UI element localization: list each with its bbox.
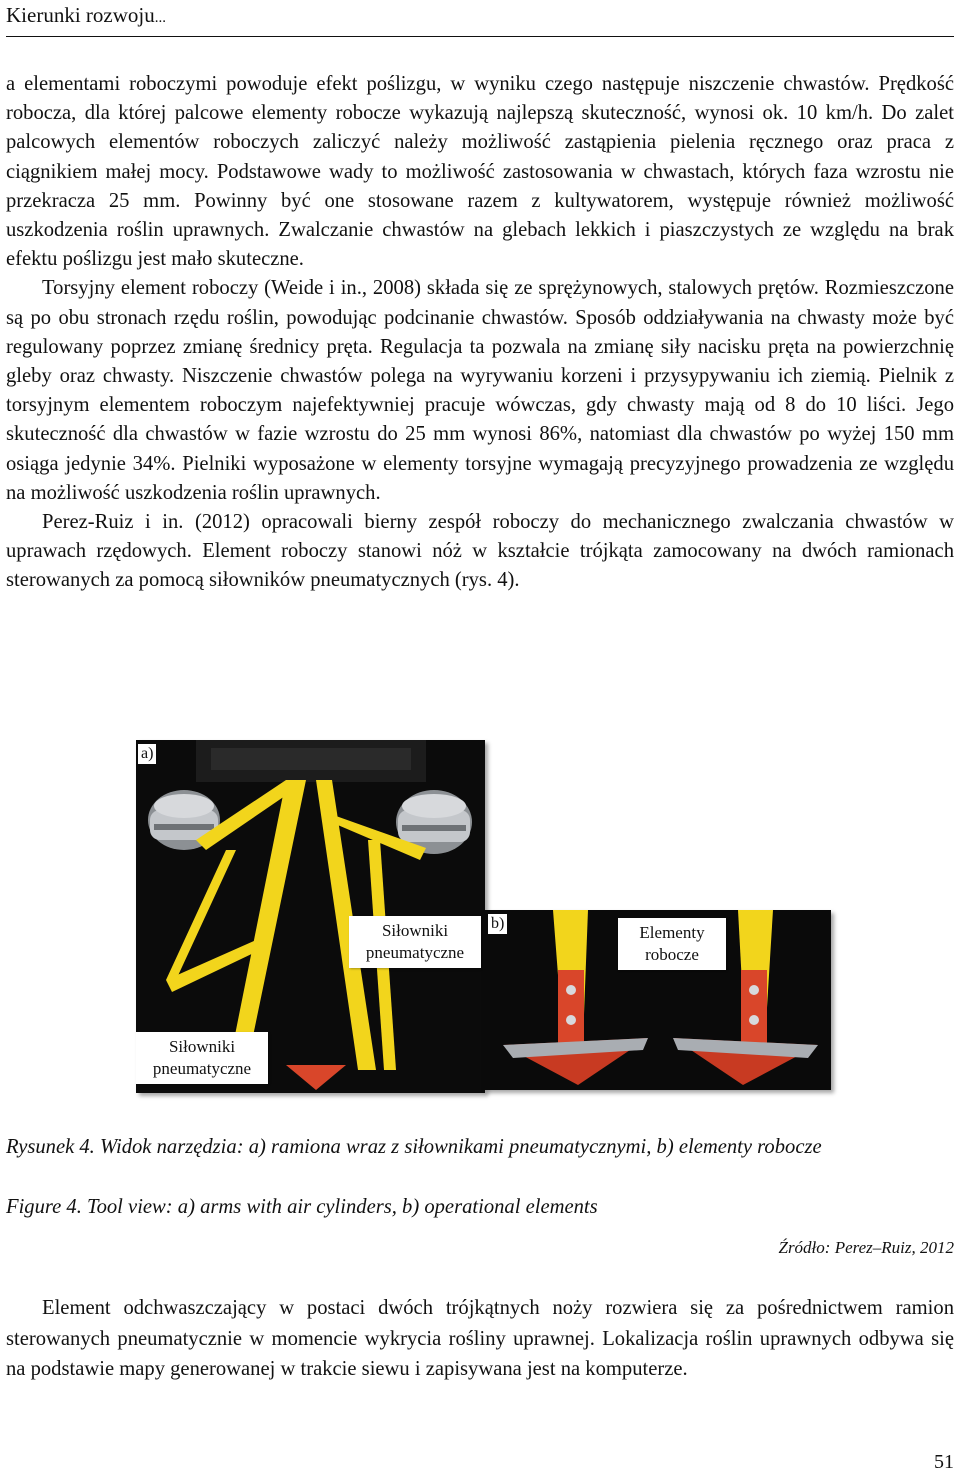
paragraph-torsion-element: Torsyjny element roboczy (Weide i in., 2008) składa się ze sprężynowych, stalowych prętów. Rozmieszczone są po obu stronach rzędu roślin, powodując podcinanie chwastów. Sposób oddziaływania na chwasty może być regulowany poprzez zmianę średnicy pręta. Regulacja ta pozwala na zmianę siły nacisku pręta na powierzchnię gleby oraz chwasty. Niszczenie chwastów polega na wyrywaniu korzeni i przysypywaniu ich ziemią. Pielnik z torsyjnym elementem roboczym najefektywniej pracuje wówczas, gdy chwasty mają od 8 do 10 liści. Jego skuteczność dla chwastów w fazie wzrostu do 25 mm wynosi 86%, natomiast dla chwastów po wyżej 150 mm osiąga jedynie 34%. Pielniki wyposażone w elementy torsyjne wymagają precyzyjnego prowadzenia ze względu na możliwość uszkodzenia roślin uprawnych. <box>6 277 954 504</box>
closing-text <box>6 1293 954 1385</box>
figure-panel-b <box>483 910 831 1090</box>
figure-caption-english: Figure 4. Tool view: a) arms with air cylinders, b) operational elements <box>6 1196 598 1218</box>
intro-text <box>6 70 954 596</box>
page-number: 51 <box>934 1451 954 1473</box>
running-head <box>6 2 166 31</box>
callout-line: pneumatyczne <box>365 943 465 962</box>
panel-a-label: a) <box>138 744 156 764</box>
figure-source: Źródło: Perez–Ruiz, 2012 <box>778 1238 954 1257</box>
callout-line: Siłowniki <box>168 1037 236 1056</box>
running-head-title: Kierunki rozwoju <box>6 3 155 27</box>
callout-line: pneumatyczne <box>152 1059 252 1078</box>
callout-line: Siłowniki <box>381 921 449 940</box>
panel-b-label: b) <box>488 914 507 934</box>
callout-operational-elements <box>618 918 726 970</box>
running-head-ellipsis: ... <box>154 10 166 26</box>
callout-line: robocze <box>645 945 699 964</box>
figure-panel-a <box>136 740 485 1093</box>
callout-cylinders-lower <box>136 1032 268 1084</box>
callout-line: Elementy <box>639 923 705 942</box>
header-rule <box>6 36 954 37</box>
callout-cylinders-upper <box>349 916 481 968</box>
paragraph-weeding-element: Element odchwaszczający w postaci dwóch trójkątnych noży rozwiera się za pośrednictwem ramion sterowanych pneumatycznie w momencie wykrycia rośliny uprawnej. Lokalizacja roślin uprawnych odbywa się na podstawie mapy generowanej w trakcie siewu i zapisywana jest na komputerze. <box>6 1297 954 1380</box>
paragraph-continuation: a elementami roboczymi powoduje efekt poślizgu, w wyniku czego następuje niszczenie chwastów. Prędkość robocza, dla której palcowe elementy robocze wykazują najlepszą skuteczność, wynosi ok. 10 km/h. Do zalet palcowych elementów roboczych zaliczyć należy możliwość zastąpienia pielenia ręcznego oraz praca z ciągnikiem małej mocy. Podstawowe wady to możliwość zastosowania w chwastach, których faza wzrostu nie przekracza 25 mm. Powinny być one stosowane razem z kultywatorem, występuje również możliwość uszkodzenia roślin uprawnych. Zwalczanie chwastów na glebach lekkich i piaszczystych ze względu na brak efektu poślizgu jest mało skuteczne. <box>6 73 954 271</box>
paragraph-perez-ruiz: Perez-Ruiz i in. (2012) opracowali bierny zespół roboczy do mechanicznego zwalczania chwastów w uprawach rzędowych. Element roboczy stanowi nóż w kształcie trójkąta zamocowany na dwóch ramionach sterowanych za pomocą siłowników pneumatycznych (rys. 4). <box>6 511 954 592</box>
figure-caption-polish: Rysunek 4. Widok narzędzia: a) ramiona wraz z siłownikami pneumatycznymi, b) elementy robocze <box>6 1136 822 1158</box>
